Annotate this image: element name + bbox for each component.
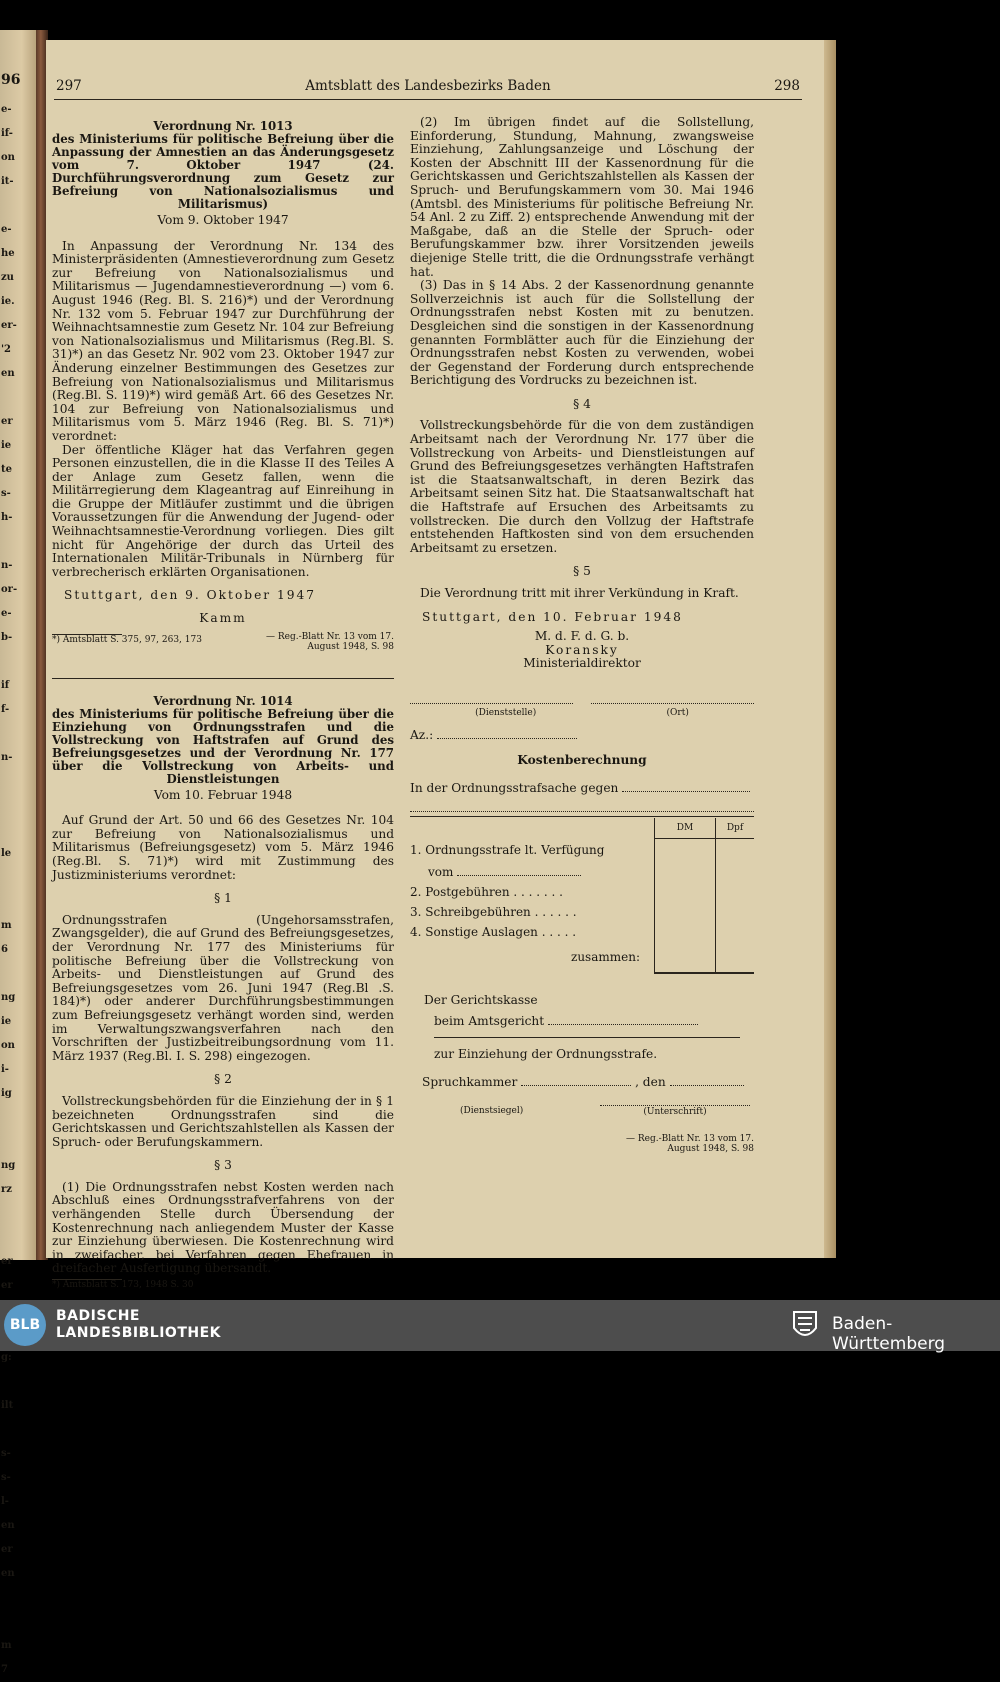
prev-page-fragment [0, 770, 36, 794]
prev-page-fragment: on [1, 1040, 15, 1051]
prev-page-fragment: s- [1, 1448, 11, 1459]
prev-page-number: 96 [1, 72, 21, 88]
prev-page-fragment: ng [1, 992, 16, 1003]
cost-table-blank [410, 818, 655, 839]
publication-title: Amtsblatt des Landesbezirks Baden [305, 78, 551, 94]
prev-page-fragment: f- [1, 704, 10, 715]
ord1014-place-date: Stuttgart, den 10. Februar 1948 [422, 609, 683, 624]
prev-page-fragment: ie [1, 1016, 12, 1027]
prev-page-fragment: e- [1, 224, 12, 235]
item-3: 3. Schreibgebühren . . . . . . [410, 905, 577, 920]
s3-para-3: (3) Das in § 14 Abs. 2 der Kassenordnung genannte Sollverzeichnis ist auch für die Sollstellung der Ordnungsstrafen nebst Kosten mit zu benutzen. Desgleichen sind die sonstigen in der Kassenordnung genannten Formblätter auch für die Einziehung der Ordnungsstrafen nebst Kosten zu verwenden, wobei der Gegenstand der Forderung durch entsprechende Berichtigung des Vordrucks zu bezeichnen ist. [410, 278, 754, 388]
ord1014-s1-heading: § 1 [214, 891, 232, 906]
signature-block [410, 630, 754, 671]
right-page-number: 298 [774, 78, 800, 94]
prev-page-fragment: he [1, 248, 15, 259]
prev-page-fragment: zu [1, 272, 14, 283]
prev-page-fragment [0, 1370, 36, 1394]
prev-page-fragment [0, 650, 36, 674]
prev-page-fragment: er [1, 1256, 13, 1267]
left-column [52, 120, 394, 1290]
item-1: 1. Ordnungsstrafe lt. Verfügung [410, 843, 605, 858]
prev-page-fragment: er [1, 1280, 13, 1291]
ord1013-para-1: In Anpassung der Verordnung Nr. 134 des Ministerpräsidenten (Amnestieverordnung zum Gesetz zur Befreiung von Nationalsozialismus und Militarismus — Jugendamnestieverordnung —) vom 6. August 1946 (Reg. Bl. S. 216)*) und der Verordnung Nr. 132 vom 5. Februar 1947 zur Durchführung der Weihnachtsamnestie zum Gesetz Nr. 104 zur Befreiung von Nationalsozialismus und Militarismus (Reg.Bl. S. 31)*) an das Gesetz Nr. 902 vom 23. Oktober 1947 zur Änderung einzelner Bestimmungen des Gesetzes zur Befreiung von Nationalsozialismus und Militarismus (Reg.Bl. S. 119)*) wird gemäß Art. 66 des Gesetzes Nr. 104 zur Befreiung von Nationalsozialismus und Militarismus vom 5. März 1946 (Reg. Bl. S. 71)*) verordnet: [52, 238, 394, 443]
ord1013-description: des Ministeriums für politische Befreiung über die Anpassung der Amnestien an das Änderungsgesetz vom 7. Oktober 1947 (24. Durchführungsverordnung zum Gesetz zur Befreiung von Nationalsozialismus und Militarismus) [52, 132, 394, 211]
prev-page-fragment: ng [1, 1160, 16, 1171]
prev-page-fragment: ig [1, 1088, 12, 1099]
prev-page-fragment [0, 890, 36, 914]
spruchkammer-label: Spruchkammer [422, 1074, 518, 1089]
ordnungsstrafsache-label: In der Ordnungsstrafsache gegen [410, 780, 619, 795]
s3-para-2: (2) Im übrigen findet auf die Sollstellung, Einforderung, Stundung, Mahnung, zwangsweise Einziehung, Zahlungsanzeige und Löschung der Kosten der Abschnitt III der Kassenordnung für die Gerichtskassen und Gerichtszahlstellen als Kassen der Spruch- und Berufungskammern vom 30. Mai 1946 (Amtsbl. des Ministeriums für politische Befreiung Nr. 54 Anl. 2 zu Ziff. 2) entsprechende Anwendung mit der Maßgabe, daß an die Stelle der Spruch- oder Berufungskammer bzw. ihrer Vorsitzenden jeweils diejenige Stelle tritt, die die Ordnungsstrafe verhängt hat. [410, 115, 754, 279]
dm-header: DM [655, 818, 716, 839]
s4-text: Vollstreckungsbehörde für die von dem zuständigen Arbeitsamt nach der Verordnung Nr. 177 über die Vollstreckung von Arbeits- und Dienstleistungen auf Grund des Befreiungsgesetzes verhängten Haftstrafen ist die Staatsanwaltschaft, in deren Bezirk das Arbeitsamt seinen Sitz hat. Die Staatsanwaltschaft hat die Haftstrafe auf Ersuchen des Arbeitsamts zu vollstrecken. Die durch den Vollzug der Haftstrafe entstehenden Haftkosten sind von dem ersuchenden Arbeitsamt zu ersetzen. [410, 418, 754, 555]
document-page [46, 40, 824, 1291]
prev-page-fragment [0, 962, 36, 986]
amtsgericht-field [548, 1024, 698, 1025]
prev-page-fragment [0, 1106, 36, 1130]
ord1013-footnote-row [52, 632, 394, 652]
amtsgericht-label: beim Amtsgericht [434, 1014, 545, 1029]
prev-page-fragment [0, 722, 36, 746]
gerichtskasse-label: Der Gerichtskasse [424, 992, 538, 1007]
prev-page-fragment: it- [1, 176, 14, 187]
section-rule [52, 678, 394, 679]
einziehung-label: zur Einziehung der Ordnungsstrafe. [434, 1047, 658, 1062]
ord1014-title: Verordnung Nr. 1014 [153, 693, 293, 708]
cost-table [410, 818, 754, 974]
prev-page-fragment [0, 1610, 36, 1634]
prev-page-fragment: m [1, 1640, 12, 1651]
form-rule [434, 1037, 740, 1038]
s5-heading: § 5 [573, 564, 591, 579]
prev-page-fragment: e- [1, 104, 12, 115]
prev-page-fragment: er [1, 416, 13, 427]
prev-page-fragment: le [1, 848, 12, 859]
prev-page-fragment [0, 1130, 36, 1154]
dienststelle-field [410, 693, 573, 704]
prev-page-fragment [0, 794, 36, 818]
prev-page-fragment [0, 1586, 36, 1610]
prev-page-fragment [0, 1226, 36, 1250]
ord1014-date: Vom 10. Februar 1948 [153, 787, 293, 802]
prev-page-fragments [0, 98, 36, 1682]
ord1014-s3-heading: § 3 [214, 1158, 232, 1173]
ord1013-para-2: Der öffentliche Kläger hat das Verfahren gegen Personen einzustellen, die in die Klasse II des Teiles A der Anlage zum Gesetz fallen, wenn die Militärregierung dem Klageantrag auf Einreihung in die Gruppe der Mitläufer zustimmt und die übrigen Voraussetzungen für die Anwendung der Jugend- oder Weihnachtsamnestie-Verordnung vorliegen. Dies gilt nicht für Angehörige der durch das Urteil des Internationalen Militär-Tribunals in Nürnberg für verbrecherisch erklärten Organisationen. [52, 442, 394, 579]
prev-page-fragment: b- [1, 632, 13, 643]
prev-page-fragment: en [1, 1568, 15, 1579]
s5-text: Die Verordnung tritt mit ihrer Verkündung in Kraft. [420, 586, 739, 600]
az-field [437, 738, 577, 739]
prev-page-fragment: ilt [1, 1400, 14, 1411]
ord1014-footnote: *) Amtsblatt S. 173, 1948 S. 30 [52, 1280, 194, 1291]
prev-page-fragment: 6 [1, 944, 8, 955]
prev-page-fragment: er- [1, 320, 17, 331]
page-edge [824, 40, 836, 1258]
ord1013-signer: Kamm [199, 611, 247, 626]
date-field [670, 1085, 744, 1086]
prev-page-fragment: ie [1, 440, 12, 451]
prev-page-fragment: n- [1, 560, 13, 571]
prev-page-fragment: i- [1, 1064, 9, 1075]
prev-page-fragment: 7 [1, 1664, 8, 1675]
prev-page-fragment: if- [1, 128, 13, 139]
left-page-number: 297 [56, 78, 82, 94]
zusammen-label: zusammen: [571, 950, 640, 965]
ord1013-place-date: Stuttgart, den 9. Oktober 1947 [64, 588, 317, 603]
form-line [410, 795, 754, 812]
viewer-footer [0, 1300, 1000, 1354]
prev-page-fragment: te [1, 464, 12, 475]
item-4: 4. Sonstige Auslagen . . . . . [410, 925, 577, 940]
signature-title: Ministerialdirektor [523, 656, 641, 671]
prev-page-fragment: en [1, 1520, 15, 1531]
ort-field [591, 693, 754, 704]
prev-page-fragment: er [1, 1544, 13, 1555]
az-label: Az.: [410, 727, 434, 742]
blb-name[interactable]: BADISCHE LANDESBIBLIOTHEK [56, 1308, 222, 1341]
ord1013-regblatt: — Reg.-Blatt Nr. 13 vom 17. August 1948, S. 98 [265, 631, 394, 652]
vom-field [457, 875, 581, 876]
prev-page-fragment: l- [1, 1496, 9, 1507]
prev-page-fragment [0, 1418, 36, 1442]
prev-page-fragment: or- [1, 584, 18, 595]
dienstsiegel-label: (Dienstsiegel) [460, 1106, 524, 1117]
prev-page-fragment: s- [1, 1472, 11, 1483]
right-regblatt: — Reg.-Blatt Nr. 13 vom 17. August 1948, S. 98 [625, 1133, 754, 1154]
ord1013-date: Vom 9. Oktober 1947 [157, 213, 289, 227]
s4-heading: § 4 [573, 396, 591, 411]
ordnungsstrafsache-field [622, 791, 750, 792]
ord1014-s2-heading: § 2 [214, 1072, 232, 1087]
ord1014-s1-text: Ordnungsstrafen (Ungehorsamsstrafen, Zwangsgelder), die auf Grund des Befreiungsgesetzes, der Verordnung Nr. 177 des Ministeriums für politische Befreiung über die Vollstreckung von Arbeits- und Dienstleistungen auf Grund des Befreiungsgesetzes vom 26. Juni 1947 (Reg.Bl .S. 184)*) oder anderer Durchführungsbestimmungen zum Befreiungsgesetz verhängt worden sind, werden im Verwaltungszwangsverfahren nach den Vorschriften der Justizbeitreibungsordnung vom 11. März 1937 (Reg.Bl. I. S. 298) eingezogen. [52, 912, 394, 1063]
item-2: 2. Postgebühren . . . . . . . [410, 885, 563, 900]
prev-page-fragment: m [1, 920, 12, 931]
prev-page-fragment: '2 [1, 344, 12, 355]
ord1014-description: des Ministeriums für politische Befreiung über die Einziehung von Ordnungsstrafen und die Vollstreckung von Haftstrafen auf Grund des Befreiungsgesetzes und der Verordnung Nr. 177 über die Vollstreckung von Arbeits- und Dienstleistungen [52, 706, 394, 786]
prev-page-fragment: if [1, 680, 10, 691]
prev-page-fragment: ie. [1, 296, 15, 307]
spruchkammer-field [521, 1085, 631, 1086]
prev-page-fragment: h- [1, 512, 13, 523]
ord1014-intro: Auf Grund der Art. 50 und 66 des Gesetzes Nr. 104 zur Befreiung von Nationalsozialismus und Militarismus (Befreiungsgesetz) vom 5. März 1946 (Reg.Bl. S. 71)*) wird mit Zustimmung des Justizministeriums verordnet: [52, 813, 394, 882]
cost-form [410, 693, 754, 1154]
signature-line-1: M. d. F. d. G. b. [534, 629, 630, 644]
table-top-rule [410, 812, 754, 817]
prev-page-fragment: g: [1, 1352, 12, 1363]
dienststelle-label: (Dienststelle) [475, 707, 537, 718]
blb-logo[interactable]: BLB [4, 1304, 46, 1346]
unterschrift-label: (Unterschrift) [600, 1105, 750, 1120]
prev-page-fragment [0, 194, 36, 218]
prev-page-fragment: s- [1, 488, 11, 499]
right-column [410, 116, 754, 1154]
ord1013-title: Verordnung Nr. 1013 [153, 119, 293, 133]
item-1-vom: vom [428, 865, 454, 880]
page-header [56, 78, 800, 100]
prev-page-fragment: n- [1, 752, 13, 763]
prev-page-fragment: e- [1, 608, 12, 619]
prev-page-fragment [0, 818, 36, 842]
prev-page-fragment: on [1, 152, 15, 163]
ord1013-footnote: *) Amtsblatt S. 375, 97, 263, 173 [52, 634, 202, 645]
prev-page-fragment [0, 866, 36, 890]
ord1014-s3-text: (1) Die Ordnungsstrafen nebst Kosten werden nach Abschluß eines Ordnungsstrafverfahrens von der verhängenden Stelle durch Übersendung der Kostenrechnung nach anliegendem Muster der Kasse zur Einziehung überwiesen. Die Kostenrechnung wird in zweifacher, bei Verfahren gegen Ehefrauen in dreifacher Ausfertigung übersandt. [52, 1179, 394, 1276]
prev-page-fragment [0, 1202, 36, 1226]
prev-page-fragment [0, 530, 36, 554]
prev-page-fragment: en [1, 368, 15, 379]
header-rule [54, 99, 802, 100]
signature-name: Koransky [545, 642, 619, 657]
ord1014-s2-text: Vollstreckungsbehörden für die Einziehung der in § 1 bezeichneten Ordnungsstrafen sind die Gerichtskassen und Gerichtszahlstellen als Kassen der Spruch- oder Berufungskammern. [52, 1093, 394, 1149]
den-label: , den [635, 1074, 666, 1089]
bw-lion-icon [790, 1306, 820, 1344]
dpf-header: Dpf [716, 818, 755, 839]
bw-name[interactable]: Baden-Württemberg [832, 1314, 946, 1354]
ort-label: (Ort) [666, 707, 689, 718]
prev-page-fragment: rz [1, 1184, 12, 1195]
form-heading: Kostenberechnung [517, 753, 647, 768]
prev-page-fragment [0, 386, 36, 410]
